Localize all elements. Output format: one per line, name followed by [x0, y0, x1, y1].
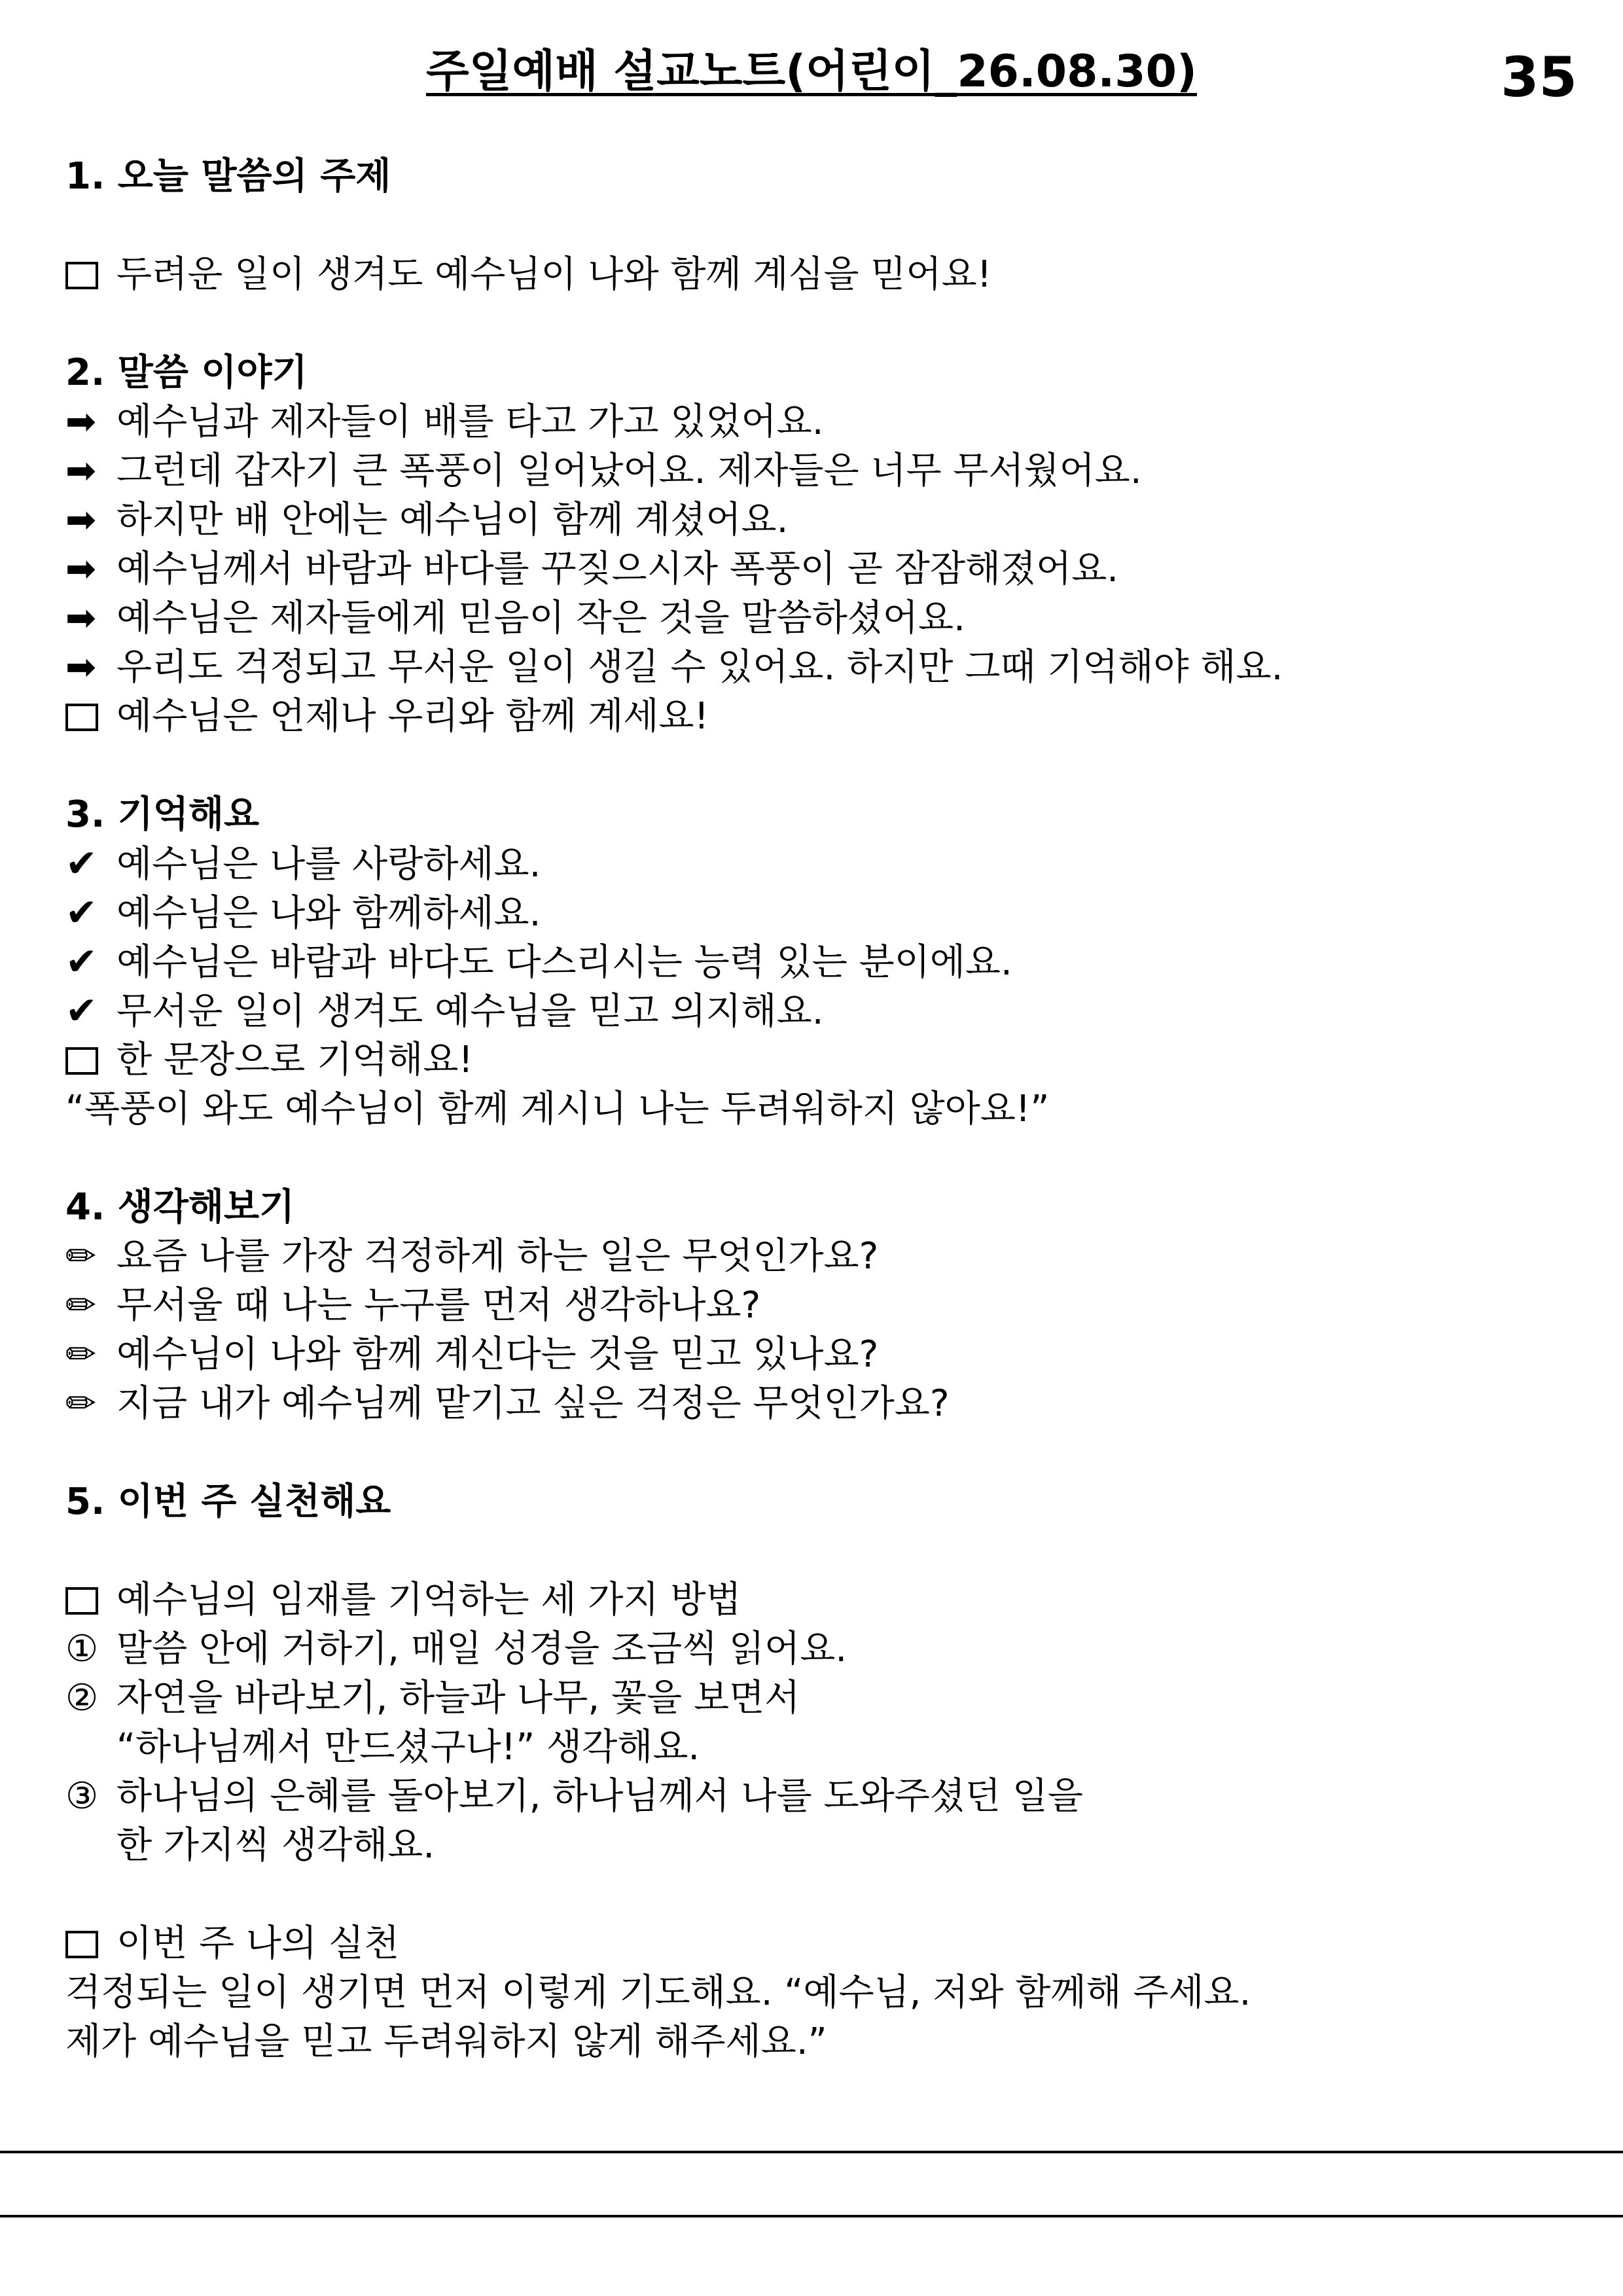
remember-quote: “폭풍이 와도 예수님이 함께 계시니 나는 두려워하지 않아요!” [65, 1088, 1050, 1130]
pencil-icon: ✏ [65, 1333, 96, 1376]
page-title: 주일예배 설교노트(어린이_26.08.30) [426, 46, 1197, 98]
remember-item: ✔ 무서운 일이 생겨도 예수님을 믿고 의지해요. [65, 986, 1571, 1035]
story-item: ➡ 예수님과 제자들이 배를 타고 가고 있었어요. [65, 397, 1571, 446]
section-4-heading: 4. 생각해보기 [65, 1186, 295, 1229]
checkmark-icon: ✔ [65, 841, 98, 886]
section-5-heading: 5. 이번 주 실천해요 [65, 1480, 391, 1523]
practice-text: 걱정되는 일이 생기면 먼저 이렇게 기도해요. “예수님, 저와 함께해 주세요. [65, 1971, 1251, 2014]
pencil-icon: ✏ [65, 1284, 96, 1327]
method-item-continued: 한 가지씩 생각해요. [116, 1824, 435, 1867]
page-number: 35 [1501, 45, 1577, 109]
footer-divider [0, 2151, 1623, 2153]
remember-item: ✔ 예수님은 나를 사랑하세요. [65, 839, 1571, 888]
arrow-right-icon: ➡ [65, 499, 96, 541]
arrow-right-icon: ➡ [65, 597, 96, 639]
checkbox-icon [65, 1587, 98, 1615]
reflection-question: ✏ 예수님이 나와 함께 계신다는 것을 믿고 있나요? [65, 1330, 1571, 1379]
method-item: ③ 하나님의 은혜를 돌아보기, 하나님께서 나를 도와주셨던 일을 [65, 1772, 1571, 1821]
method-number: ③ [65, 1775, 99, 1818]
checkbox-icon [65, 262, 98, 289]
footer-divider [0, 2215, 1623, 2217]
pencil-icon: ✏ [65, 1382, 96, 1425]
practice-label: 이번 주 나의 실천 [65, 1919, 1571, 1968]
section-2-heading: 2. 말씀 이야기 [65, 351, 308, 394]
reflection-question: ✏ 요즘 나를 가장 걱정하게 하는 일은 무엇인가요? [65, 1232, 1571, 1281]
method-item-continued: “하나님께서 만드셨구나!” 생각해요. [116, 1726, 700, 1768]
story-item: ➡ 우리도 걱정되고 무서운 일이 생길 수 있어요. 하지만 그때 기억해야 해요. [65, 643, 1571, 692]
checkmark-icon: ✔ [65, 988, 98, 1033]
checkmark-icon: ✔ [65, 939, 98, 984]
arrow-right-icon: ➡ [65, 401, 96, 443]
checkbox-icon [65, 1931, 98, 1958]
pencil-icon: ✏ [65, 1235, 96, 1278]
story-item: ➡ 그런데 갑자기 큰 폭풍이 일어났어요. 제자들은 너무 무서웠어요. [65, 446, 1571, 495]
arrow-right-icon: ➡ [65, 646, 96, 689]
arrow-right-icon: ➡ [65, 450, 96, 492]
story-item: ➡ 예수님은 제자들에게 믿음이 작은 것을 말씀하셨어요. [65, 594, 1571, 643]
method-item: ② 자연을 바라보기, 하늘과 나무, 꽃을 보면서 [65, 1674, 1571, 1723]
method-number: ② [65, 1677, 99, 1719]
reflection-question: ✏ 지금 내가 예수님께 맡기고 싶은 걱정은 무엇인가요? [65, 1379, 1571, 1428]
story-item: ➡ 예수님께서 바람과 바다를 꾸짖으시자 폭풍이 곧 잠잠해졌어요. [65, 545, 1571, 594]
method-item: ① 말씀 안에 거하기, 매일 성경을 조금씩 읽어요. [65, 1624, 1571, 1674]
section-1-theme [65, 250, 1571, 299]
section-1-theme-text: 두려운 일이 생겨도 예수님이 나와 함께 계심을 믿어요! [116, 253, 992, 296]
story-item: ➡ 하지만 배 안에는 예수님이 함께 계셨어요. [65, 495, 1571, 545]
method-number: ① [65, 1628, 99, 1670]
checkbox-icon [65, 1047, 98, 1075]
remember-item: ✔ 예수님은 나와 함께하세요. [65, 888, 1571, 937]
story-summary: 예수님은 언제나 우리와 함께 계세요! [65, 692, 1571, 741]
section-1-heading: 1. 오늘 말씀의 주제 [65, 155, 391, 198]
section-3-heading: 3. 기억해요 [65, 793, 260, 836]
checkmark-icon: ✔ [65, 890, 98, 935]
sermon-note-body [65, 152, 1571, 2066]
checkbox-icon [65, 704, 98, 731]
reflection-question: ✏ 무서울 때 나는 누구를 먼저 생각하나요? [65, 1281, 1571, 1330]
methods-label: 예수님의 임재를 기억하는 세 가지 방법 [65, 1575, 1571, 1624]
remember-item: ✔ 예수님은 바람과 바다도 다스리시는 능력 있는 분이에요. [65, 937, 1571, 986]
arrow-right-icon: ➡ [65, 548, 96, 590]
practice-text: 제가 예수님을 믿고 두려워하지 않게 해주세요.” [65, 2020, 827, 2063]
remember-sentence-label: 한 문장으로 기억해요! [65, 1035, 1571, 1085]
